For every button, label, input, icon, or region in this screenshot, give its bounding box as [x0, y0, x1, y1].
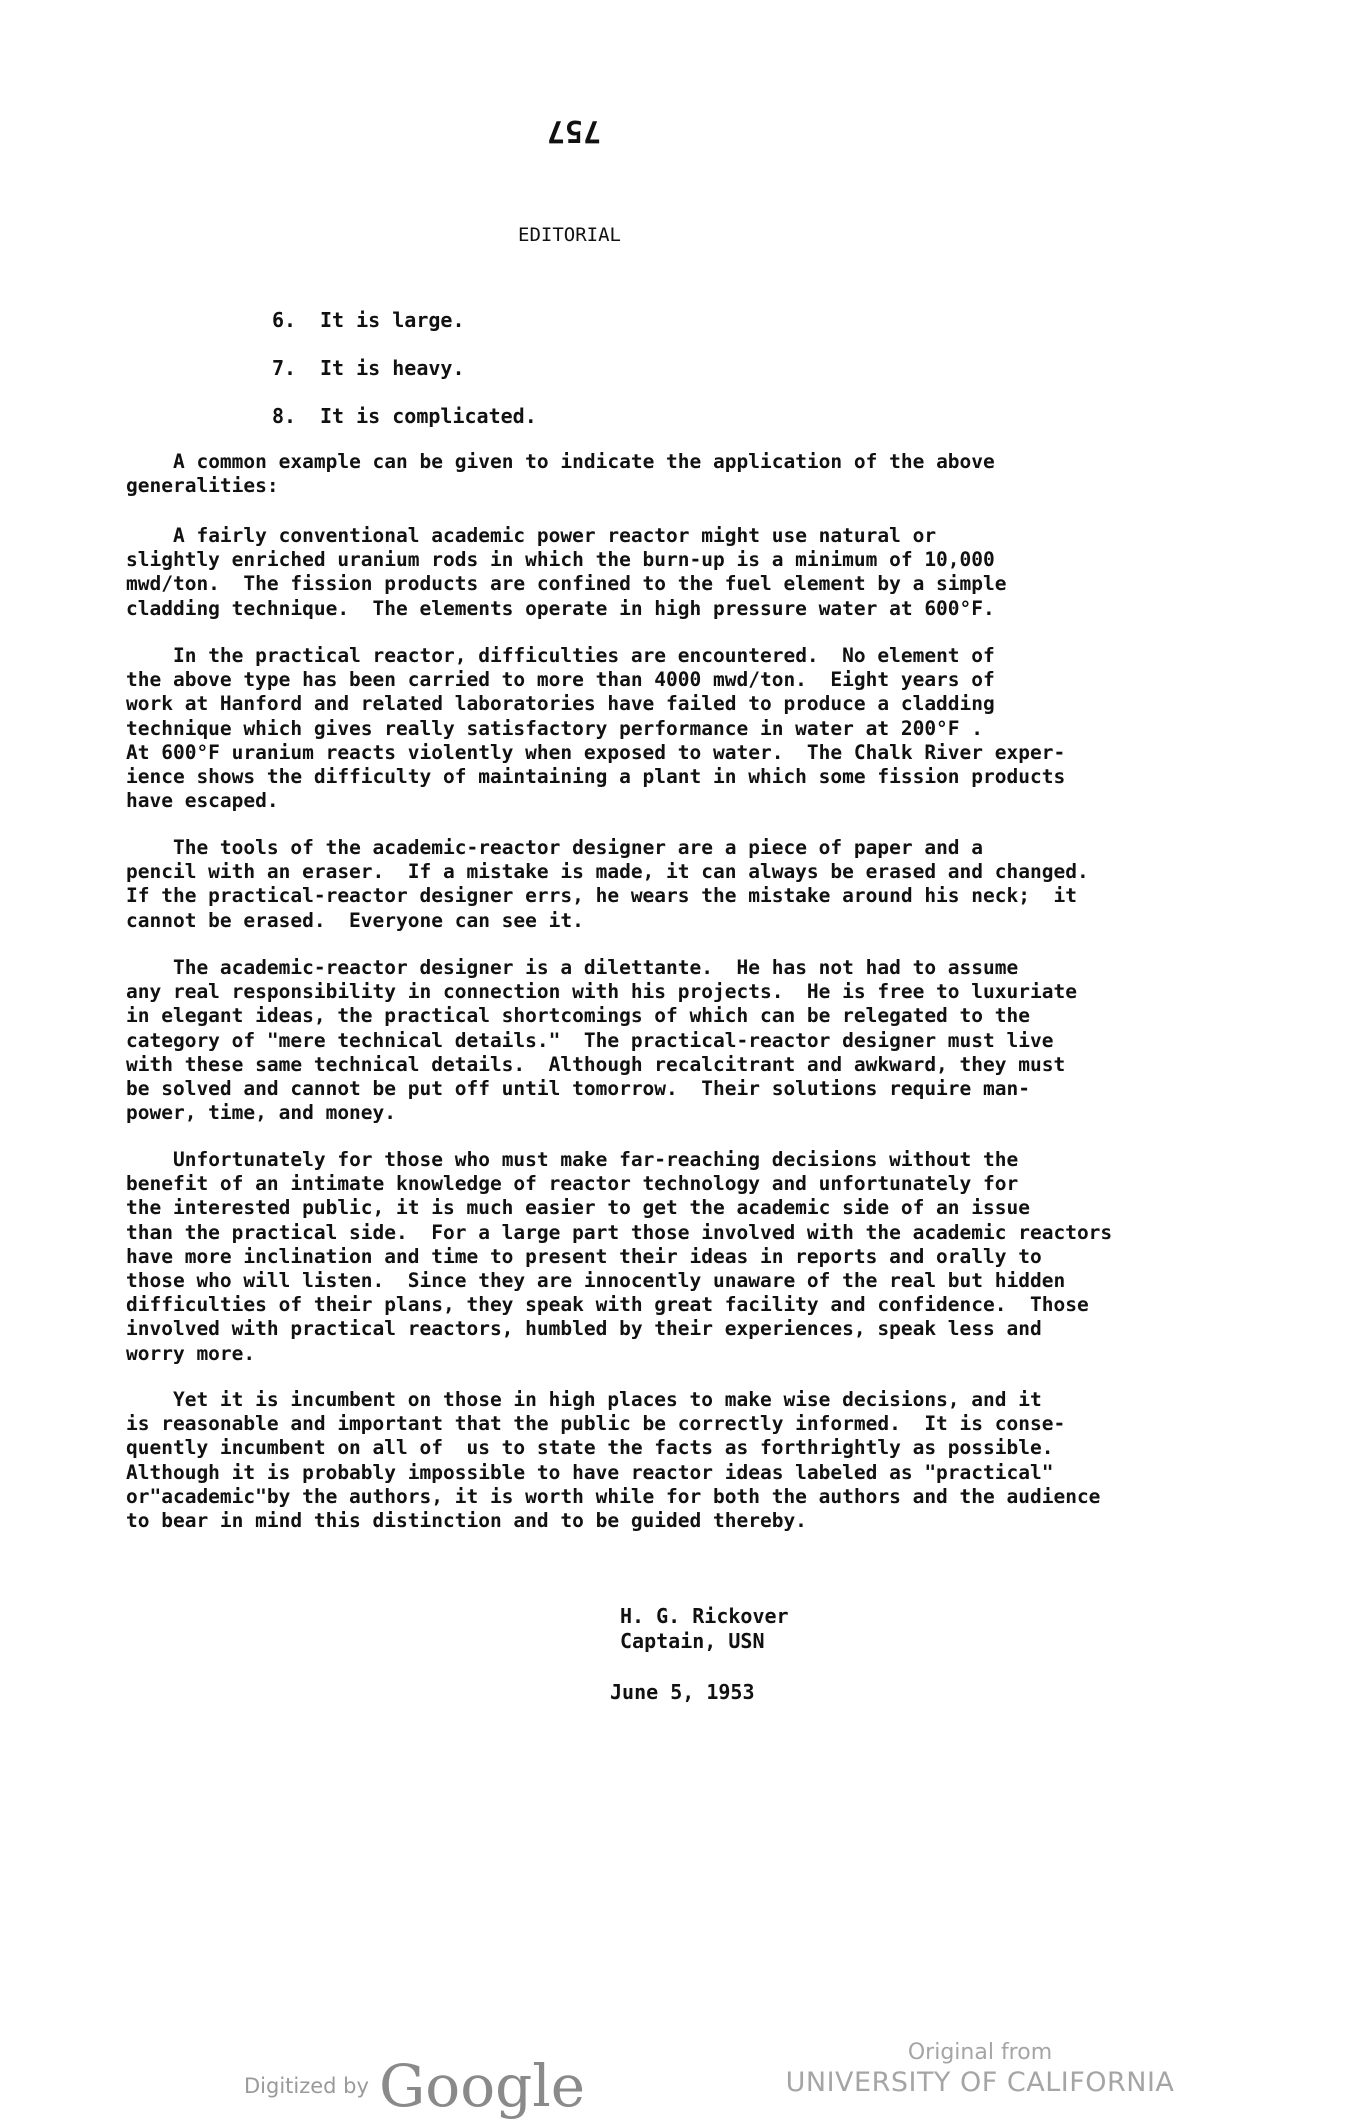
list-item-number: 7. [272, 356, 297, 380]
paragraph-example-intro: A common example can be given to indicate the application of the above generalities: [126, 450, 995, 498]
list-item [272, 308, 537, 356]
original-from-watermark [780, 2040, 1180, 2098]
paragraph-academic-reactor: A fairly conventional academic power reactor might use natural or slightly enriched uranium rods in which the burn-up is a minimum of 10,000 mwd/ton. The fission products are confined to the fuel element by a simple cladding technique. The elements operate in high pressure water at 600°F. [126, 524, 1007, 620]
signature-block: H. G. Rickover Captain, USN [620, 1604, 789, 1653]
numbered-list [272, 308, 537, 452]
paragraph-conclusion: Yet it is incumbent on those in high places to make wise decisions, and it is reasonable and important that the public be correctly informed. It is conse- quently incumbent on all of us to state the facts as forthrightly as possible. Although it is probably impossible to have reactor ideas labeled as "practical" or"academic"by the authors, it is worth while for both the authors and the audience to bear in mind this distinction and to be guided thereby. [126, 1388, 1101, 1533]
list-item-number: 8. [272, 404, 297, 428]
editorial-date: June 5, 1953 [610, 1680, 755, 1704]
original-from-text: Original from [907, 2040, 1053, 2065]
list-item-text: It is complicated. [320, 404, 537, 428]
section-heading: EDITORIAL [518, 224, 621, 246]
list-item [272, 356, 537, 404]
institution-name: UNIVERSITY OF CALIFORNIA [785, 2067, 1175, 2098]
list-item-text: It is large. [320, 308, 465, 332]
digitized-by-watermark [244, 2052, 585, 2120]
digitized-by-text: Digitized by [244, 2074, 369, 2098]
paragraph-designer-tools: The tools of the academic-reactor designer are a piece of paper and a pencil with an eraser. If a mistake is made, it can always be erased and changed. If the practical-reactor designer errs, he wears the mistake around his neck; it cannot be erased. Everyone can see it. [126, 836, 1089, 932]
list-item-text: It is heavy. [320, 356, 465, 380]
page-number: 757 [546, 113, 602, 148]
google-logo: Google [378, 2052, 586, 2120]
list-item-number: 6. [272, 308, 297, 332]
paragraph-dilettante: The academic-reactor designer is a dilettante. He has not had to assume any real responsibility in connection with his projects. He is free to luxuriate in elegant ideas, the practical shortcomings of which can be relegated to the category of "mere technical details." The practical-reactor designer must live with these same technical details. Although recalcitrant and awkward, they must be solved and cannot be put off until tomorrow. Their solutions require man- power, time, and money. [126, 956, 1077, 1125]
list-item [272, 404, 537, 452]
paragraph-practical-reactor: In the practical reactor, difficulties are encountered. No element of the above type has been carried to more than 4000 mwd/ton. Eight years of work at Hanford and related laboratories have failed to produce a cladding technique which gives really satisfactory performance in water at 200°F . At 600°F uranium reacts violently when exposed to water. The Chalk River exper- ience shows the difficulty of maintaining a plant in which some fission products have escaped. [126, 644, 1066, 813]
paragraph-decisions: Unfortunately for those who must make far-reaching decisions without the benefit of an intimate knowledge of reactor technology and unfortunately for the interested public, it is much easier to get the academic side of an issue than the practical side. For a large part those involved with the academic reactors have more inclination and time to present their ideas in reports and orally to those who will listen. Since they are innocently unaware of the real but hidden difficulties of their plans, they speak with great facility and confidence. Those involved with practical reactors, humbled by their experiences, speak less and worry more. [126, 1148, 1113, 1365]
